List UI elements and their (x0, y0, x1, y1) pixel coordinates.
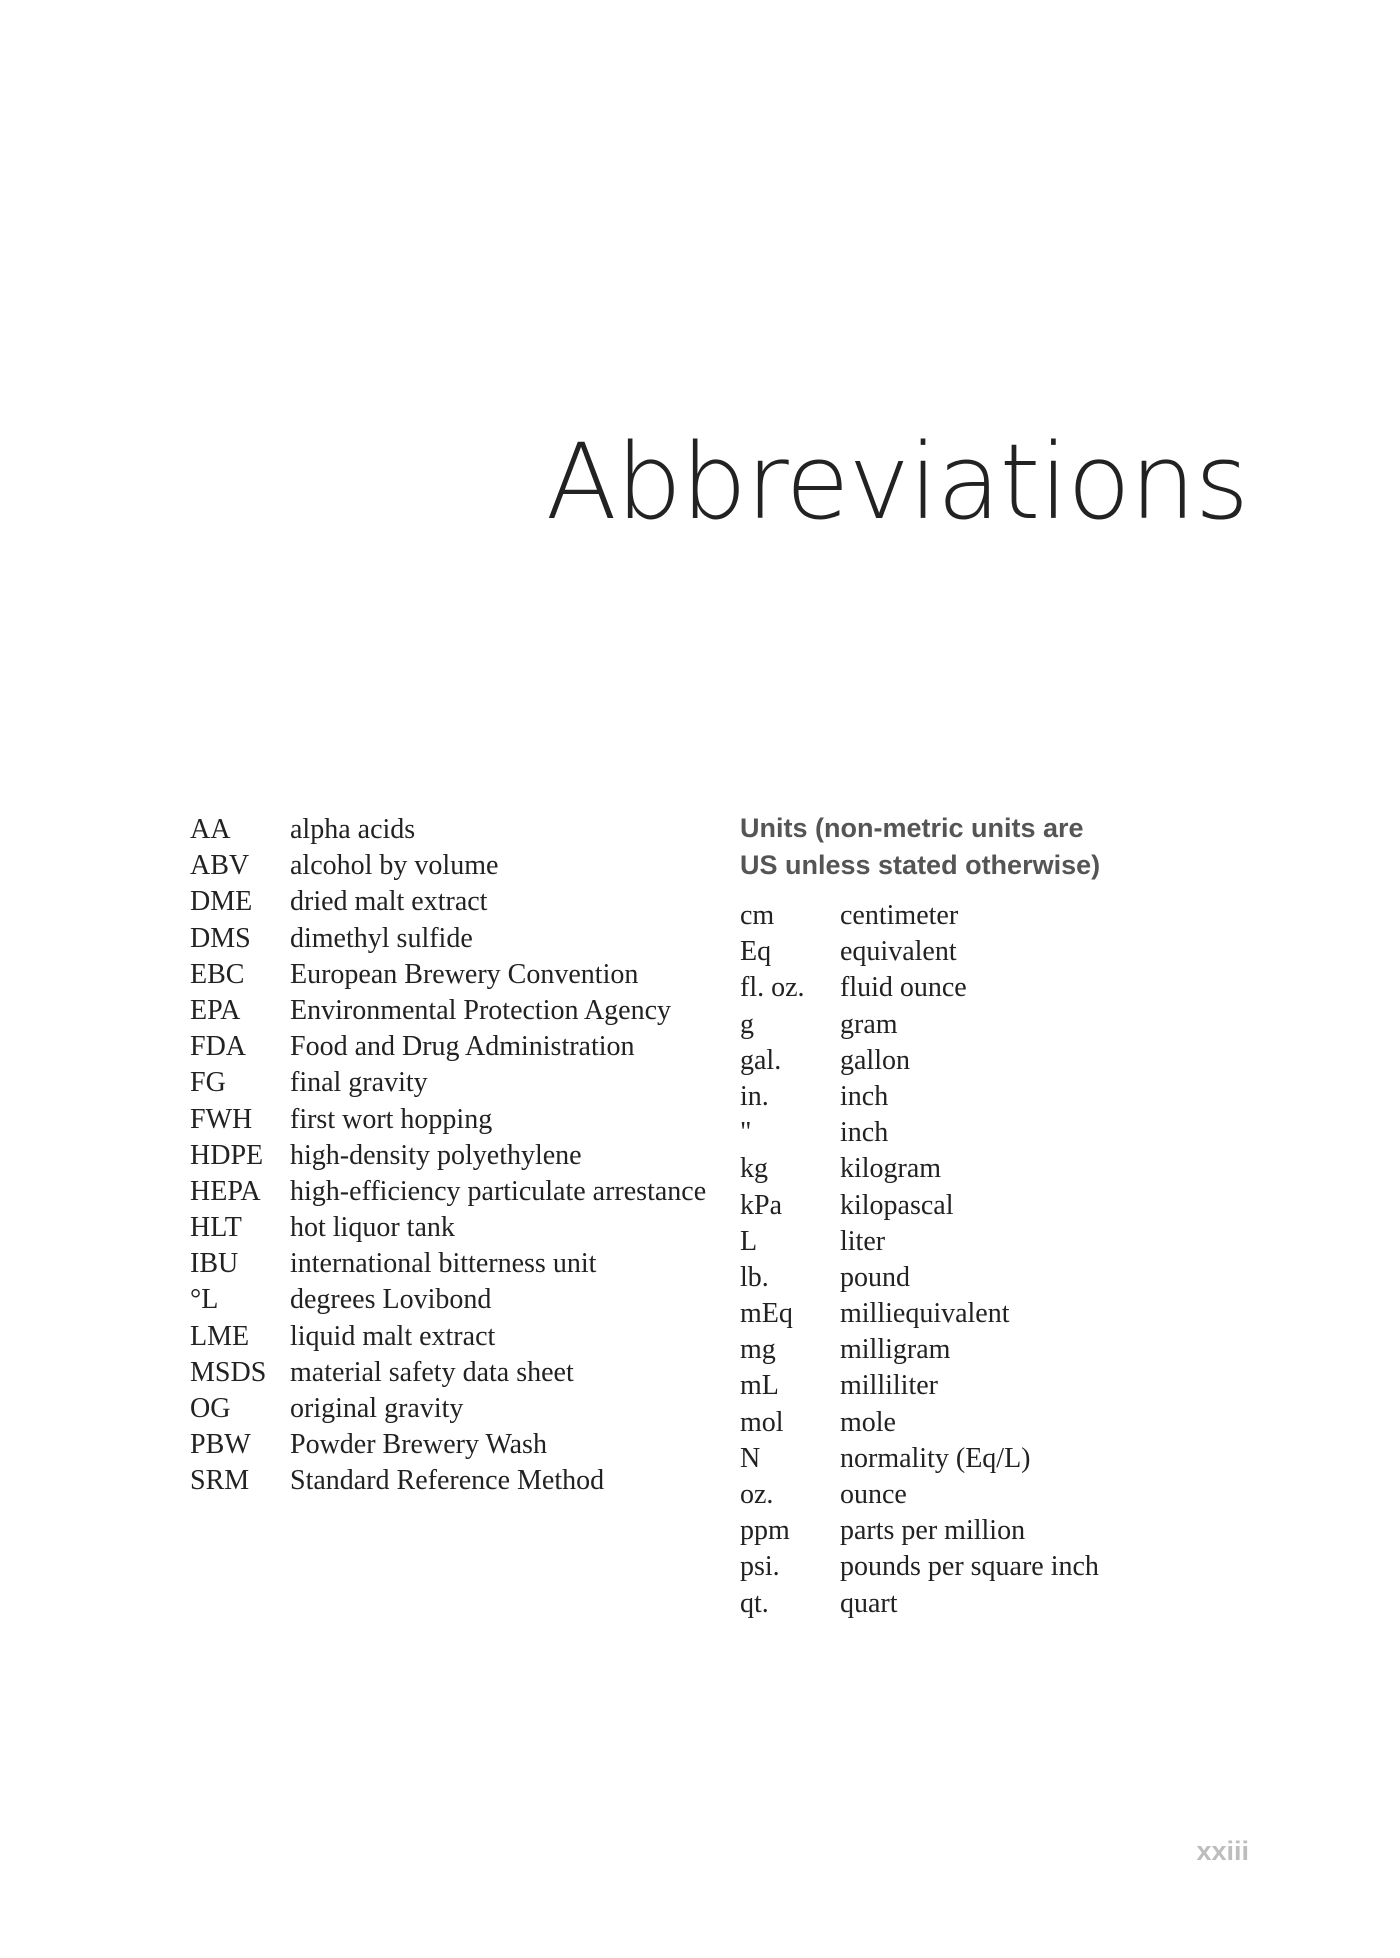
abbreviation-row (190, 1065, 730, 1101)
abbreviation-term: FG (190, 1067, 226, 1099)
abbreviation-definition: dried malt extract (290, 886, 488, 918)
abbreviation-definition: liter (840, 1225, 886, 1257)
abbreviation-definition: alcohol by volume (290, 850, 499, 882)
abbreviation-definition: European Brewery Convention (290, 958, 639, 990)
abbreviation-term: qt. (740, 1587, 769, 1619)
unit-row (740, 1586, 1260, 1622)
abbreviation-term: FDA (190, 1031, 247, 1063)
unit-row (740, 1332, 1260, 1368)
abbreviation-definition: inch (840, 1080, 889, 1112)
unit-row (740, 1079, 1260, 1115)
abbreviation-term: mEq (740, 1298, 793, 1330)
abbreviation-term: fl. oz. (740, 972, 805, 1004)
abbreviation-definition: kilopascal (840, 1189, 954, 1221)
units-list (740, 898, 1260, 1622)
abbreviation-term: mg (740, 1334, 776, 1366)
units-heading-line-2: US unless stated otherwise) (740, 850, 1101, 880)
abbreviation-row (190, 1138, 730, 1174)
unit-row (740, 1188, 1260, 1224)
abbreviation-definition: pounds per square inch (840, 1551, 1099, 1583)
abbreviation-row (190, 1282, 730, 1318)
abbreviation-definition: quart (840, 1587, 898, 1619)
abbreviation-term: DMS (190, 922, 251, 954)
abbreviation-row (190, 1319, 730, 1355)
unit-row (740, 970, 1260, 1006)
unit-row (740, 1549, 1260, 1585)
abbreviation-definition: mole (840, 1406, 896, 1438)
abbreviation-definition: Environmental Protection Agency (290, 994, 672, 1026)
abbreviation-term: kg (740, 1153, 768, 1185)
abbreviation-definition: material safety data sheet (290, 1356, 574, 1388)
unit-row (740, 1513, 1260, 1549)
units-heading-line-1: Units (non-metric units are (740, 813, 1084, 843)
unit-row (740, 1477, 1260, 1513)
abbreviation-definition: equivalent (840, 936, 957, 968)
abbreviation-term: lb. (740, 1261, 769, 1293)
page-title: Abbreviations (545, 421, 1248, 543)
unit-row (740, 1043, 1260, 1079)
abbreviation-term: AA (190, 814, 231, 845)
unit-row (740, 1151, 1260, 1187)
abbreviation-definition: kilogram (840, 1153, 942, 1185)
unit-row (740, 898, 1260, 934)
abbreviation-row (190, 1246, 730, 1282)
abbreviation-term: HEPA (190, 1175, 261, 1207)
unit-row (740, 1224, 1260, 1260)
units-heading (740, 810, 1260, 884)
units-column (740, 810, 1260, 1622)
abbreviation-term: mL (740, 1370, 779, 1402)
abbreviation-term: PBW (190, 1429, 251, 1461)
abbreviation-definition: ounce (840, 1479, 907, 1510)
abbreviation-row (190, 848, 730, 884)
abbreviation-definition: hot liquor tank (290, 1212, 455, 1244)
abbreviation-definition: normality (Eq/L) (840, 1442, 1031, 1474)
abbreviation-row (190, 1427, 730, 1463)
abbreviation-term: cm (740, 900, 775, 931)
abbreviation-row (190, 1391, 730, 1427)
abbreviation-term: EPA (190, 994, 241, 1026)
abbreviation-term: IBU (190, 1248, 239, 1280)
abbreviation-definition: alpha acids (290, 814, 416, 845)
abbreviation-definition: Food and Drug Administration (290, 1031, 635, 1063)
abbreviation-term: mol (740, 1406, 784, 1438)
abbreviation-term: HLT (190, 1212, 242, 1244)
abbreviation-row (190, 812, 730, 848)
abbreviation-definition: international bitterness unit (290, 1248, 597, 1280)
abbreviation-row (190, 1174, 730, 1210)
page-number: xxiii (1196, 1836, 1249, 1866)
abbreviation-row (190, 1355, 730, 1391)
abbreviation-definition: liquid malt extract (290, 1320, 496, 1352)
abbreviation-definition: milliequivalent (840, 1298, 1010, 1330)
abbreviation-definition: final gravity (290, 1067, 428, 1099)
unit-row (740, 1405, 1260, 1441)
abbreviation-row (190, 957, 730, 993)
abbreviation-term: L (740, 1225, 758, 1257)
abbreviation-definition: original gravity (290, 1393, 464, 1424)
abbreviation-term: DME (190, 886, 253, 918)
abbreviation-term: gal. (740, 1044, 782, 1076)
abbreviation-term: in. (740, 1080, 769, 1112)
abbreviation-row (190, 1463, 730, 1499)
abbreviations-column (190, 810, 730, 1500)
abbreviation-row (190, 1102, 730, 1138)
unit-row (740, 934, 1260, 970)
unit-row (740, 1441, 1260, 1477)
abbreviation-term: OG (190, 1393, 231, 1424)
abbreviation-term: " (740, 1117, 752, 1149)
abbreviation-definition: high-density polyethylene (290, 1139, 582, 1171)
abbreviation-definition: high-efficiency particulate arrestance (290, 1175, 707, 1207)
abbreviation-term: kPa (740, 1189, 782, 1221)
unit-row (740, 1007, 1260, 1043)
abbreviation-term: EBC (190, 958, 245, 990)
abbreviation-row (190, 1210, 730, 1246)
abbreviation-definition: fluid ounce (840, 972, 967, 1004)
abbreviation-term: °L (190, 1284, 219, 1316)
unit-row (740, 1368, 1260, 1404)
abbreviation-definition: centimeter (840, 900, 959, 931)
abbreviation-definition: Standard Reference Method (290, 1465, 605, 1497)
abbreviation-term: ABV (190, 850, 250, 882)
abbreviation-term: oz. (740, 1479, 774, 1510)
unit-row (740, 1260, 1260, 1296)
abbreviation-definition: gallon (840, 1044, 910, 1076)
abbreviation-definition: milligram (840, 1334, 951, 1366)
abbreviation-term: psi. (740, 1551, 780, 1583)
abbreviation-term: HDPE (190, 1139, 264, 1171)
abbreviation-definition: degrees Lovibond (290, 1284, 492, 1316)
abbreviation-term: Eq (740, 936, 772, 968)
abbreviation-definition: dimethyl sulfide (290, 922, 473, 954)
abbreviation-definition: pound (840, 1261, 910, 1293)
abbreviation-definition: gram (840, 1008, 898, 1040)
abbreviation-definition: inch (840, 1117, 889, 1149)
abbreviation-term: LME (190, 1320, 250, 1352)
abbreviation-row (190, 1029, 730, 1065)
abbreviation-definition: milliliter (840, 1370, 938, 1402)
abbreviation-term: SRM (190, 1465, 250, 1497)
abbreviation-term: ppm (740, 1515, 790, 1547)
abbreviation-term: g (740, 1008, 754, 1040)
abbreviation-row (190, 884, 730, 920)
abbreviation-term: N (740, 1442, 761, 1474)
abbreviation-definition: parts per million (840, 1515, 1026, 1547)
abbreviation-definition: Powder Brewery Wash (290, 1429, 547, 1461)
abbreviation-row (190, 921, 730, 957)
abbreviation-row (190, 993, 730, 1029)
unit-row (740, 1115, 1260, 1151)
abbreviation-term: FWH (190, 1103, 253, 1135)
abbreviation-term: MSDS (190, 1356, 267, 1388)
unit-row (740, 1296, 1260, 1332)
abbreviations-list (190, 810, 730, 1500)
abbreviation-definition: first wort hopping (290, 1103, 493, 1135)
